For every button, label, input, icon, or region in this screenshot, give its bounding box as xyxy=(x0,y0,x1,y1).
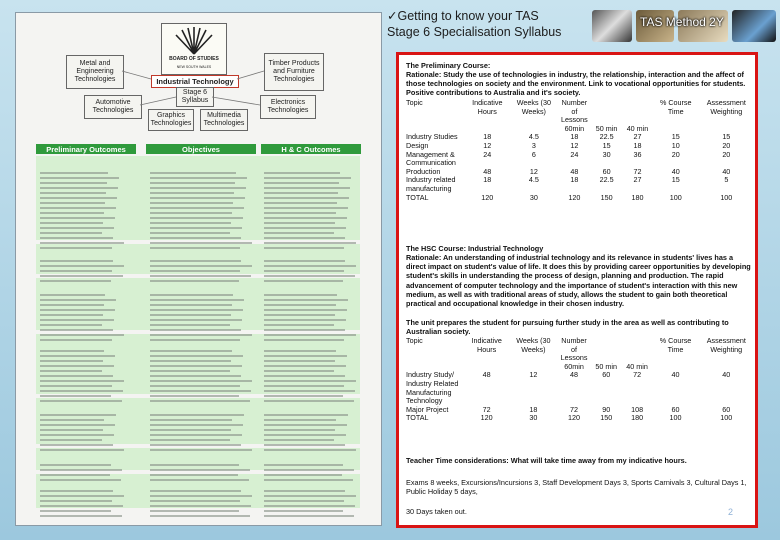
automotive-box: Automotive Technologies xyxy=(84,95,142,119)
table-cell: 40 min xyxy=(626,123,649,133)
graphics-box: Graphics Technologies xyxy=(148,109,194,131)
table-cell: 50 min xyxy=(595,361,617,371)
table-cell: 18 xyxy=(570,132,579,142)
center-sub-line1: Stage 6 xyxy=(182,89,208,96)
table-cell: % Course Time xyxy=(659,336,692,354)
table-cell: 120 xyxy=(480,413,493,423)
hsc-unit-note: The unit prepares the student for pursuing further study in the area as well as contributing to Australian society. xyxy=(406,318,729,337)
table-cell: 12 xyxy=(529,166,538,176)
table-cell: % Course Time xyxy=(659,98,692,116)
table-cell: 4.5 xyxy=(528,175,539,185)
course-breakdown-panel xyxy=(396,52,758,528)
table-cell: 40 xyxy=(671,166,680,176)
table-row xyxy=(404,133,754,142)
logo-subtext: NEW SOUTH WALES xyxy=(176,65,212,69)
table-cell: 100 xyxy=(669,192,682,202)
table-cell: 150 xyxy=(600,413,613,423)
table-cell: 60min xyxy=(564,361,584,371)
table-cell: 100 xyxy=(669,413,682,423)
table-header-row xyxy=(404,337,754,363)
hsc-table xyxy=(404,337,754,423)
table-cell: Indicative Hours xyxy=(472,98,503,116)
preliminary-outcomes-header: Preliminary Outcomes xyxy=(36,144,136,154)
table-cell: Management & Communication xyxy=(406,149,456,168)
table-cell: 40 min xyxy=(626,361,648,371)
table-cell: 10 xyxy=(671,140,680,150)
table-cell: Topic xyxy=(406,98,423,107)
table-cell: 120 xyxy=(481,192,494,202)
center-title-box: Industrial Technology xyxy=(151,75,239,88)
table-cell: 108 xyxy=(631,404,644,414)
table-cell: 90 xyxy=(602,404,611,414)
table-cell: 15 xyxy=(671,175,680,185)
table-cell: Number of Lessons xyxy=(560,336,588,363)
table-row xyxy=(404,371,754,405)
table-cell: 18 xyxy=(483,132,492,142)
table-cell: Industry Study/ Industry Related Manufacturing Technology xyxy=(406,370,459,406)
table-cell: Assessment Weighting xyxy=(706,336,746,354)
table-cell: Assessment Weighting xyxy=(706,98,746,116)
table-cell: 100 xyxy=(720,413,733,423)
table-cell: 20 xyxy=(671,149,680,159)
table-cell: 30 xyxy=(529,192,538,202)
table-cell: Production xyxy=(406,166,441,176)
table-cell: 18 xyxy=(483,175,492,185)
table-cell: 15 xyxy=(671,132,680,142)
teacher-time-title: Teacher Time considerations: What will take time away from my indicative hours. xyxy=(406,456,687,465)
teacher-time-footer: 30 Days taken out. xyxy=(406,507,467,516)
table-row xyxy=(404,176,754,193)
table-cell: 22.5 xyxy=(599,132,614,142)
table-cell: 30 xyxy=(602,149,611,159)
table-subheader-row xyxy=(404,363,754,372)
metal-engineering-box: Metal and Engineering Technologies xyxy=(66,55,124,89)
multimedia-box: Multimedia Technologies xyxy=(200,109,248,131)
table-cell: 48 xyxy=(570,370,579,380)
table-cell: Weeks (30 Weeks) xyxy=(516,98,551,116)
table-cell: TOTAL xyxy=(406,192,429,202)
table-cell: 6 xyxy=(531,149,536,159)
page-number: 2 xyxy=(727,507,733,517)
table-cell: 72 xyxy=(570,404,579,414)
table-cell: 12 xyxy=(529,370,538,380)
table-row xyxy=(404,168,754,177)
outcome-text-lines xyxy=(16,13,381,525)
table-cell: Number of Lessons xyxy=(560,98,588,125)
table-cell: 24 xyxy=(570,149,579,159)
hsc-title: The HSC Course: Industrial Technology xyxy=(406,244,544,253)
table-cell xyxy=(591,337,622,363)
table-cell: 36 xyxy=(633,149,642,159)
table-cell: 15 xyxy=(602,140,611,150)
title-line-2: Stage 6 Specialisation Syllabus xyxy=(387,25,562,39)
table-cell xyxy=(591,99,622,125)
table-cell: Topic xyxy=(406,336,423,345)
table-cell: 120 xyxy=(568,192,581,202)
table-cell: 150 xyxy=(600,192,613,202)
hc-outcomes-header: H & C Outcomes xyxy=(261,144,361,154)
table-cell: 40 xyxy=(722,166,731,176)
table-cell xyxy=(622,337,653,363)
table-cell: 72 xyxy=(633,166,642,176)
table-cell: 48 xyxy=(570,166,579,176)
table-row xyxy=(404,194,754,203)
table-cell: 12 xyxy=(483,140,492,150)
machine-icon xyxy=(592,10,632,42)
table-cell: 18 xyxy=(529,404,538,414)
preliminary-rationale: Rationale: Study the use of technologies in industry, the relationship, interaction and the affect of those technologies on society and the environment. Link to vocational opportunities for students. Positive contributions to Australia and it's society. xyxy=(406,70,746,98)
table-cell: 180 xyxy=(631,192,644,202)
table-cell: Weeks (30 Weeks) xyxy=(516,336,551,354)
tablet-icon xyxy=(732,10,776,42)
table-cell: 50 min xyxy=(595,123,618,133)
table-cell: 27 xyxy=(633,175,642,185)
teacher-time-body: Exams 8 weeks, Excursions/Incursions 3, Staff Development Days 3, Sports Carnivals 3, Cultural Days 1, Public Holiday 5 days, xyxy=(406,478,747,497)
table-cell: 100 xyxy=(720,192,733,202)
table-cell: 60 xyxy=(602,370,611,380)
table-cell: Industry Studies xyxy=(406,132,458,142)
table-cell: 4.5 xyxy=(528,132,539,142)
table-cell: 60 xyxy=(722,404,731,414)
table-cell: 40 xyxy=(722,370,731,380)
timber-products-box: Timber Products and Furniture Technologies xyxy=(264,53,324,91)
table-cell: 60 xyxy=(671,404,680,414)
table-cell: 180 xyxy=(631,413,644,423)
table-row xyxy=(404,142,754,151)
table-cell: TOTAL xyxy=(406,413,429,423)
table-cell: 60 xyxy=(602,166,611,176)
table-row xyxy=(404,151,754,168)
table-cell: 30 xyxy=(529,413,538,423)
table-cell: 120 xyxy=(568,413,581,423)
table-cell: Indicative Hours xyxy=(471,336,502,354)
objectives-header: Objectives xyxy=(146,144,256,154)
outcomes-poster xyxy=(15,12,382,526)
table-cell: 60min xyxy=(564,123,585,133)
preliminary-title: The Preliminary Course: xyxy=(406,61,491,70)
preliminary-table xyxy=(404,99,754,202)
table-cell: 20 xyxy=(722,140,731,150)
table-cell: 72 xyxy=(482,404,491,414)
table-cell: 24 xyxy=(483,149,492,159)
table-header-row xyxy=(404,99,754,125)
table-cell: Major Project xyxy=(406,404,449,414)
table-cell: 15 xyxy=(722,132,731,142)
logo-text: BOARD OF STUDIES xyxy=(169,56,219,62)
tas-method-badge: TAS Method 2Y xyxy=(640,15,724,29)
table-cell: 20 xyxy=(722,149,731,159)
table-cell: 48 xyxy=(483,166,492,176)
table-cell: 3 xyxy=(531,140,536,150)
table-cell: 12 xyxy=(570,140,579,150)
table-cell: Industry related manufacturing xyxy=(406,175,456,193)
table-cell: 22.5 xyxy=(599,175,614,185)
hsc-rationale: Rationale: An understanding of industrial technology and its relevance in students' lives has a direct impact on student's value of life. It does this by providing career opportunities by developing student's skills in understanding the process of design, planning and production. The rapid advancement of computer technology and the importance of student's interaction with this new medium, as well as with traditional areas of study, allows the student to gain both theoretical practical and occupational knowledge in their chosen industry. xyxy=(406,253,751,309)
electronics-box: Electronics Technologies xyxy=(260,95,316,119)
table-cell: 72 xyxy=(633,370,642,380)
table-cell: 18 xyxy=(570,175,579,185)
center-sub-line2: Syllabus xyxy=(181,97,209,104)
table-cell: 5 xyxy=(724,175,729,185)
table-cell: 48 xyxy=(482,370,491,380)
table-cell: 27 xyxy=(633,132,642,142)
table-cell: 40 xyxy=(671,370,680,380)
title-line-1: ✓Getting to know your TAS xyxy=(387,9,539,23)
table-cell: 18 xyxy=(633,140,642,150)
table-cell xyxy=(622,99,653,125)
table-cell: Design xyxy=(406,140,429,150)
slide-title xyxy=(387,8,587,40)
table-row xyxy=(404,414,754,423)
